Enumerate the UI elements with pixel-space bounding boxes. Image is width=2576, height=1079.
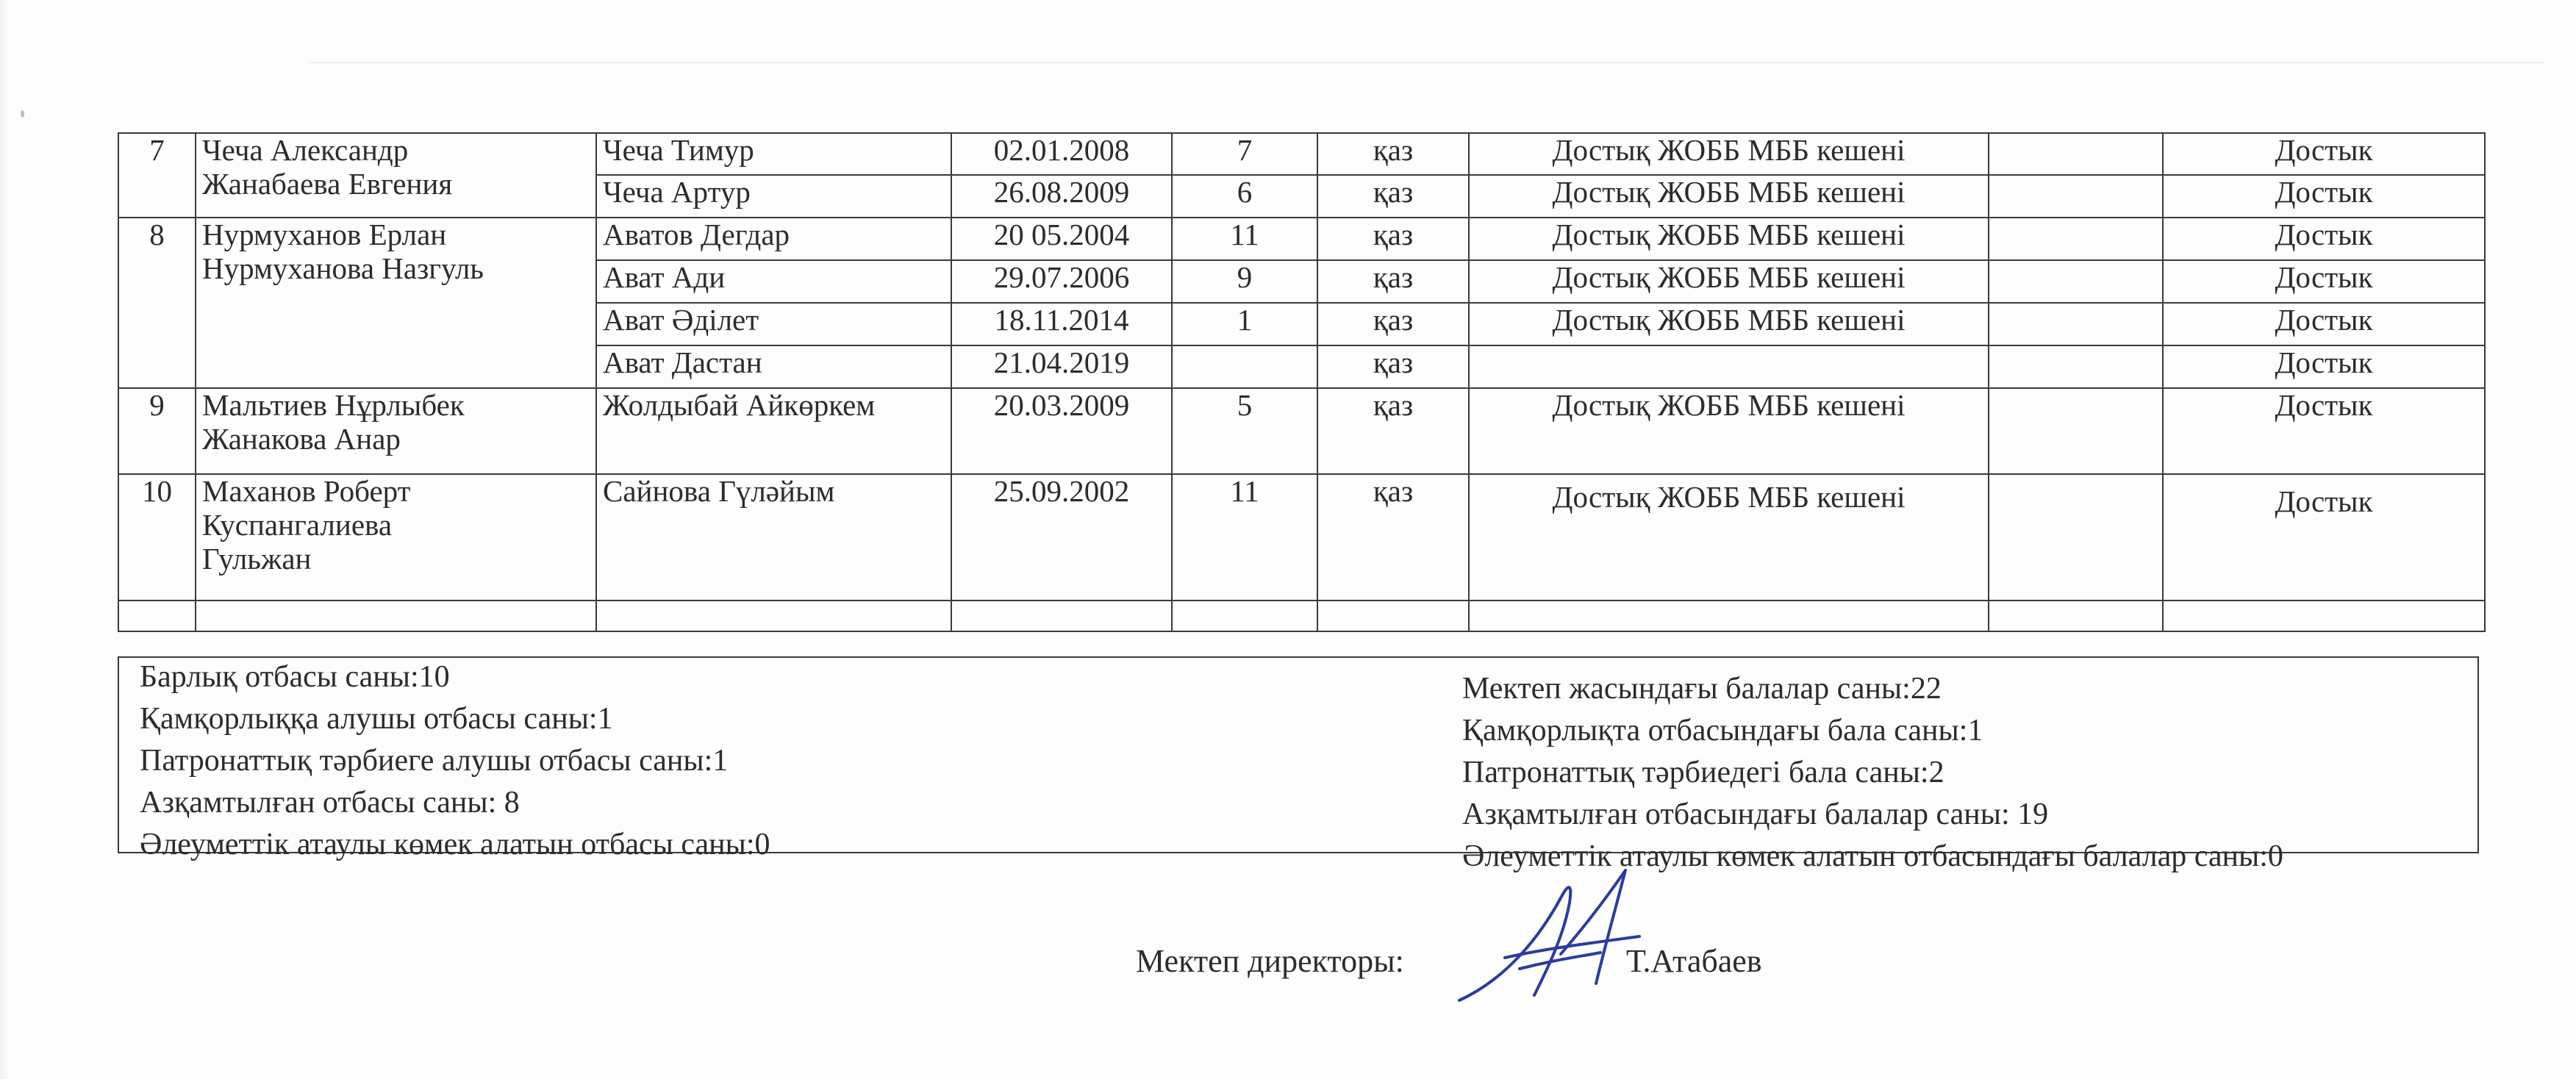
school-name: Достық ЖОББ МББ кешені (1469, 133, 1989, 175)
children-totals (1462, 668, 2283, 878)
grade: 9 (1172, 260, 1317, 303)
parent-name: Маханов Роберт (202, 474, 411, 508)
note-cell (1989, 303, 2163, 345)
guardianship-families-line: Қамқорлыққа алушы отбасы саны:1 (140, 702, 613, 736)
empty-cell (196, 601, 596, 631)
guardianship-children-line: Қамқорлықта отбасындағы бала саны:1 (1462, 714, 1983, 748)
foster-children-line: Патронаттық тәрбиедегі бала саны:2 (1462, 756, 1944, 789)
parent-name: Нурмуханова Назгуль (202, 251, 484, 285)
school-name: Достық ЖОББ МББ кешені (1469, 260, 1989, 303)
scan-speck (21, 110, 24, 118)
note-cell (1989, 388, 2163, 474)
parents-cell (196, 133, 596, 218)
grade (1172, 345, 1317, 388)
grade: 11 (1172, 474, 1317, 601)
language: қаз (1317, 474, 1469, 601)
place-name: Достык (2163, 175, 2485, 218)
child-name: Аватов Дегдар (596, 218, 951, 260)
note-cell (1989, 260, 2163, 303)
signature-icon (1452, 866, 1687, 1013)
empty-row (118, 601, 2485, 631)
family-number: 8 (118, 218, 196, 388)
parents-cell (196, 388, 596, 474)
place-name: Достык (2163, 345, 2485, 388)
parent-name: Мальтиев Нұрлыбек (202, 388, 465, 422)
place-name: Достык (2163, 218, 2485, 260)
empty-cell (2163, 601, 2485, 631)
birth-date: 02.01.2008 (951, 133, 1172, 175)
grade: 11 (1172, 218, 1317, 260)
family-registry-table (118, 132, 2486, 632)
child-name: Сайнова Гүләйым (596, 474, 951, 601)
note-cell (1989, 175, 2163, 218)
family-number: 9 (118, 388, 196, 474)
family-number: 7 (118, 133, 196, 218)
parent-name: Гульжан (202, 541, 312, 576)
scan-edge (0, 0, 9, 1079)
empty-cell (1469, 601, 1989, 631)
school-name: Достық ЖОББ МББ кешені (1469, 218, 1989, 260)
low-income-children-line: Азқамтылған отбасындағы балалар саны: 19 (1462, 797, 2049, 831)
place-name: Достык (2163, 133, 2485, 175)
language: қаз (1317, 133, 1469, 175)
school-name (1469, 345, 1989, 388)
place-name: Достык (2163, 474, 2485, 601)
note-cell (1989, 345, 2163, 388)
social-aid-families-line: Әлеуметтік атаулы көмек алатын отбасы саны:0 (140, 828, 770, 861)
birth-date: 21.04.2019 (951, 345, 1172, 388)
empty-cell (118, 601, 196, 631)
child-name: Ават Дастан (596, 345, 951, 388)
child-name: Ават Әділет (596, 303, 951, 345)
school-name: Достық ЖОББ МББ кешені (1469, 474, 1989, 601)
family-number: 10 (118, 474, 196, 601)
totals-section (118, 656, 2479, 873)
school-name: Достық ЖОББ МББ кешені (1469, 175, 1989, 218)
empty-cell (951, 601, 1172, 631)
table-row (118, 388, 2485, 474)
school-name: Достық ЖОББ МББ кешені (1469, 303, 1989, 345)
parents-cell (196, 474, 596, 601)
language: қаз (1317, 345, 1469, 388)
birth-date: 20.03.2009 (951, 388, 1172, 474)
foster-families-line: Патронаттық тәрбиеге алушы отбасы саны:1 (140, 744, 729, 778)
director-name: Т.Атабаев (1626, 943, 1762, 979)
language: қаз (1317, 260, 1469, 303)
parent-name: Нурмуханов Ерлан (202, 218, 447, 251)
note-cell (1989, 474, 2163, 601)
empty-cell (1317, 601, 1469, 631)
note-cell (1989, 218, 2163, 260)
language: қаз (1317, 175, 1469, 218)
table-row (118, 474, 2485, 601)
table-row (118, 218, 2485, 260)
child-name: Чеча Тимур (596, 133, 951, 175)
grade: 5 (1172, 388, 1317, 474)
language: қаз (1317, 303, 1469, 345)
empty-cell (1172, 601, 1317, 631)
scan-shadow-line (309, 62, 2544, 63)
place-name: Достык (2163, 388, 2485, 474)
grade: 1 (1172, 303, 1317, 345)
place-name: Достык (2163, 303, 2485, 345)
place-name: Достык (2163, 260, 2485, 303)
child-name: Жолдыбай Айкөркем (596, 388, 951, 474)
director-label: Мектеп директоры: (1136, 943, 1404, 979)
language: қаз (1317, 388, 1469, 474)
empty-cell (1989, 601, 2163, 631)
parent-name: Жанабаева Евгения (202, 166, 453, 201)
birth-date: 25.09.2002 (951, 474, 1172, 601)
parent-name: Жанакова Анар (202, 421, 401, 456)
school-name: Достық ЖОББ МББ кешені (1469, 388, 1989, 474)
birth-date: 20 05.2004 (951, 218, 1172, 260)
school-age-children-line: Мектеп жасындағы балалар саны:22 (1462, 672, 1942, 706)
table-row (118, 133, 2485, 175)
social-aid-children-line: Әлеуметтік атаулы көмек алатын отбасындағы балалар саны:0 (1462, 839, 2283, 873)
grade: 7 (1172, 133, 1317, 175)
parent-name: Куспангалиева (202, 507, 393, 542)
note-cell (1989, 133, 2163, 175)
empty-cell (596, 601, 951, 631)
grade: 6 (1172, 175, 1317, 218)
total-families-line: Барлық отбасы саны:10 (140, 660, 450, 694)
birth-date: 29.07.2006 (951, 260, 1172, 303)
language: қаз (1317, 218, 1469, 260)
low-income-families-line: Азқамтылған отбасы саны: 8 (140, 786, 520, 820)
birth-date: 18.11.2014 (951, 303, 1172, 345)
parent-name: Чеча Александр (202, 133, 409, 167)
child-name: Чеча Артур (596, 175, 951, 218)
parents-cell (196, 218, 596, 388)
child-name: Ават Ади (596, 260, 951, 303)
birth-date: 26.08.2009 (951, 175, 1172, 218)
family-totals (140, 656, 770, 866)
